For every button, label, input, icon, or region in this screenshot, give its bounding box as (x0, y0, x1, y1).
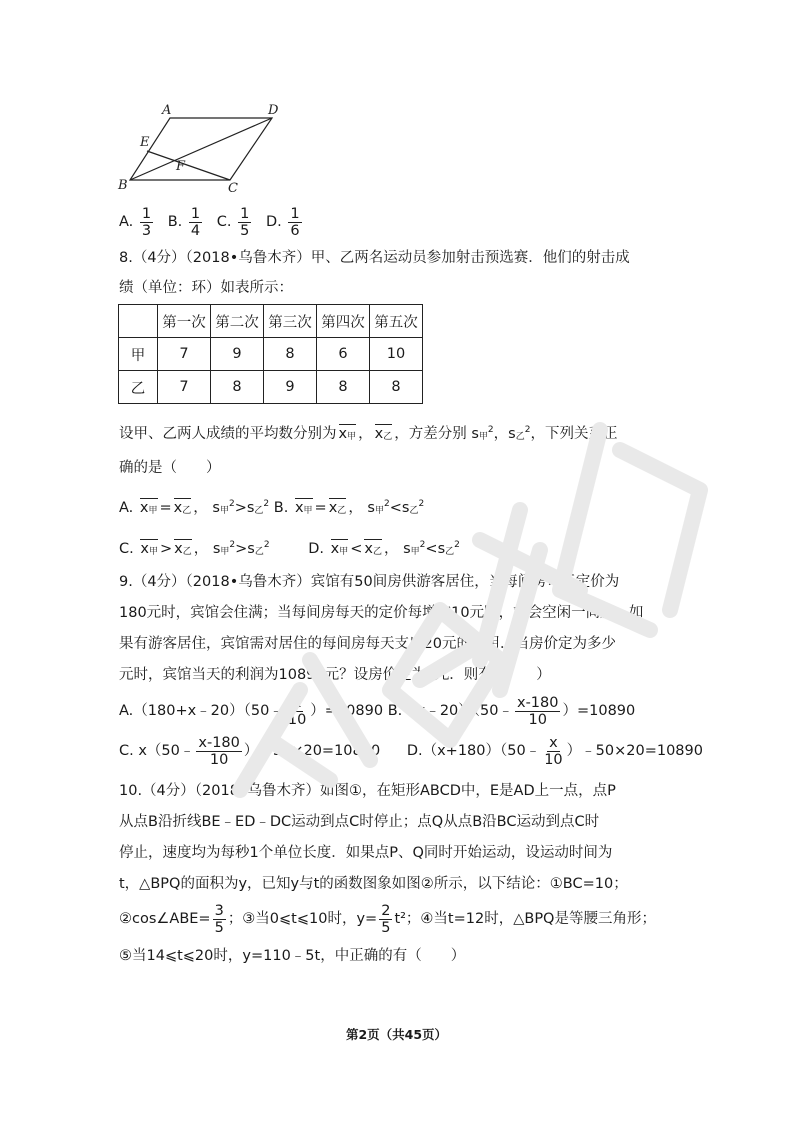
q7-option-a-frac (140, 206, 153, 239)
q10-line-2: 从点B沿折线BE﹣ED﹣DC运动到点C时停止；点Q从点B沿BC运动到点C时 (119, 814, 600, 830)
table-cell: 7 (158, 371, 211, 404)
sub-jia: 甲 (148, 547, 158, 557)
den: 10 (528, 711, 547, 728)
num: 2 (381, 902, 391, 919)
q7-c-den: 5 (240, 222, 250, 239)
parallelogram-figure (112, 100, 292, 196)
q7-b-den: 4 (190, 222, 201, 239)
den: 10 (287, 711, 307, 728)
sub-jia: 甲 (410, 547, 420, 557)
table-cell: 乙 (119, 371, 158, 404)
sup-2: 2 (419, 540, 426, 550)
table-header-row (119, 305, 423, 338)
q7-option-b (167, 205, 209, 239)
var-jia (471, 426, 493, 442)
q8-option-d-label: D. (308, 541, 324, 557)
sub-jia: 甲 (220, 547, 230, 557)
page-footer: 第2页（共45页） (345, 1027, 448, 1042)
mean-jia (331, 539, 349, 560)
s-var: s (246, 500, 255, 516)
q7-option-a (119, 205, 160, 239)
q9-option-d-pre: D.（x+180）（50﹣ (406, 743, 541, 759)
sup-2: 2 (229, 540, 236, 550)
q9-option-b-pre: B.（x﹣20）（50﹣ (387, 703, 513, 719)
q7-a-den: 3 (141, 222, 152, 239)
q9-option-c-frac (196, 735, 242, 768)
q7-d-den: 6 (290, 222, 300, 239)
num: x (292, 694, 302, 711)
s-var: s (508, 426, 516, 442)
x-var: x (140, 541, 149, 557)
q9-option-b-post: ）=10890 (562, 703, 636, 719)
comma: ， (193, 500, 208, 516)
mean-yi (375, 424, 393, 445)
cos-frac (213, 903, 226, 936)
label-e: E (140, 135, 150, 150)
var-yi (508, 426, 530, 442)
sup-2: 2 (418, 499, 425, 509)
q9-option-d-frac (542, 735, 564, 768)
table-cell: 9 (211, 338, 264, 371)
q8-line-2: 绩（单位：环）如表所示： (119, 280, 293, 296)
greater-than: > (235, 541, 248, 557)
less-than: < (350, 541, 363, 557)
sup-2: 2 (263, 540, 270, 550)
table-cell: 7 (158, 338, 211, 371)
table-cell: 10 (370, 338, 423, 371)
sub-jia: 甲 (347, 432, 357, 442)
s-var: s (212, 541, 221, 557)
s-var: s (471, 426, 479, 442)
q9-option-a-post: ）=10890 (310, 703, 384, 719)
sub-yi: 乙 (254, 547, 264, 557)
q10-line-5-b: ；③当0⩽t⩽10时，y= (227, 911, 378, 927)
q8-text-a: 设甲、乙两人成绩的平均数分别为 (119, 426, 337, 442)
q9-line-4: 元时，宾馆当天的利润为10890元？设房价定为x元．则有（ ） (119, 667, 551, 683)
q7-option-a-label: A. (119, 214, 134, 230)
q7-option-d (265, 205, 304, 239)
table-cell: 8 (211, 371, 264, 404)
sub-yi: 乙 (337, 506, 347, 516)
q10-line-5-a: ②cos∠ABE= (119, 911, 211, 927)
q7-option-c (216, 205, 258, 239)
sub-jia: 甲 (219, 506, 229, 516)
equals: = (314, 500, 327, 516)
label-a: A (162, 103, 172, 118)
num: x (549, 734, 558, 751)
q9-option-c-post: ）﹣50×20=10890 (243, 743, 381, 759)
sub-jia: 甲 (478, 432, 488, 442)
x-var: x (173, 500, 183, 516)
sup-2: 2 (487, 425, 494, 435)
q9-options-cd (119, 734, 703, 768)
table-cell: 8 (370, 371, 423, 404)
table-cell: 8 (317, 371, 370, 404)
comma: ， (358, 426, 373, 442)
q9-option-c-pre: C. x（50﹣ (119, 743, 195, 759)
coef-frac (379, 903, 392, 936)
sub-jia: 甲 (374, 506, 384, 516)
mean-jia (295, 498, 313, 519)
mean-jia (339, 424, 357, 445)
greater-than: > (234, 500, 247, 516)
sub-jia: 甲 (303, 506, 313, 516)
sub-yi: 乙 (515, 432, 525, 442)
q7-a-num: 1 (141, 205, 152, 222)
q9-line-1: 9.（4分）（2018•乌鲁木齐）宾馆有50间房供游客居住，当每间房每天定价为 (119, 574, 620, 590)
q8-text-b: ，方差分别 (394, 426, 467, 442)
less-than: < (389, 500, 402, 516)
q9-line-2: 180元时，宾馆会住满；当每间房每天的定价每增加10元时，就会空闲一间房．如 (119, 605, 644, 621)
sub-yi: 乙 (372, 547, 382, 557)
q8-options-ab (119, 494, 424, 521)
mean-yi (329, 498, 347, 519)
table-cell: 8 (264, 338, 317, 371)
q7-options (119, 205, 304, 239)
sub-yi: 乙 (445, 547, 455, 557)
s-var: s (212, 500, 220, 516)
table-cell: 9 (264, 371, 317, 404)
mean-yi (174, 539, 192, 560)
equals: = (159, 500, 172, 516)
label-c: C (228, 181, 238, 196)
num: x-180 (516, 694, 559, 711)
q10-line-5-c: t²；④当t=12时，△BPQ是等腰三角形； (394, 911, 656, 927)
sup-2: 2 (384, 499, 390, 509)
table-cell: 甲 (119, 338, 158, 371)
label-b: B (118, 178, 128, 193)
q7-c-num: 1 (240, 205, 250, 222)
s-var: s (367, 500, 375, 516)
num: 3 (214, 902, 224, 919)
den: 5 (214, 919, 224, 936)
q7-b-num: 1 (190, 205, 201, 222)
sub-yi: 乙 (383, 432, 393, 442)
q10-line-3: 停止，速度均为每秒1个单位长度．如果点P、Q同时开始运动，设运动时间为 (119, 845, 613, 861)
table-row (119, 371, 423, 404)
q10-line-1: 10.（4分）（2018•乌鲁木齐）如图①，在矩形ABCD中，E是AD上一点，点P (119, 783, 616, 799)
q7-option-c-frac (238, 206, 251, 239)
q8-line-4: 确的是（ ） (119, 460, 221, 476)
q9-option-d-post: ）﹣50×20=10890 (566, 743, 703, 759)
q7-option-c-label: C. (216, 214, 232, 230)
table-cell (119, 305, 158, 338)
sub-jia: 甲 (148, 506, 158, 516)
x-var: x (374, 426, 384, 442)
q9-options-ab (119, 694, 635, 728)
x-var: x (328, 500, 338, 516)
q8-option-c-label: C. (119, 541, 134, 557)
comma: ， (348, 500, 363, 516)
s-var: s (401, 500, 410, 516)
sub-jia: 甲 (339, 547, 349, 557)
x-var: x (330, 541, 340, 557)
sup-2: 2 (228, 499, 235, 509)
x-var: x (174, 541, 183, 557)
comma: ， (493, 426, 509, 442)
sub-yi: 乙 (182, 506, 192, 516)
x-var: x (294, 500, 304, 516)
q7-option-d-label: D. (265, 214, 282, 230)
q8-line-1: 8.（4分）（2018•乌鲁木齐）甲、乙两名运动员参加射击预选赛．他们的射击成 (119, 250, 630, 266)
q7-option-d-frac (288, 206, 301, 239)
mean-jia (140, 539, 158, 560)
table-cell: 第五次 (370, 305, 423, 338)
sup-2: 2 (454, 540, 460, 550)
s-var: s (403, 541, 411, 557)
q10-line-5 (119, 902, 656, 936)
q8-option-a-label: A. (119, 500, 134, 516)
table-cell: 第三次 (264, 305, 317, 338)
den: 10 (209, 751, 229, 768)
q7-option-b-frac (189, 206, 202, 239)
s-var: s (247, 541, 255, 557)
table-cell: 第四次 (317, 305, 370, 338)
q10-line-6: ⑤当14⩽t⩽20时，y=110﹣5t，中正确的有（ ） (119, 948, 466, 964)
q9-option-b-frac (515, 695, 561, 728)
x-var: x (338, 426, 348, 442)
s-var: s (437, 541, 446, 557)
mean-yi (174, 498, 192, 519)
mean-yi (364, 539, 382, 560)
score-table (118, 304, 423, 404)
q7-option-b-label: B. (167, 214, 183, 230)
table-cell: 第一次 (158, 305, 211, 338)
sup-2: 2 (524, 425, 531, 435)
x-var: x (364, 541, 373, 557)
den: 10 (544, 751, 563, 768)
q9-option-a-frac (286, 695, 308, 728)
table-row (119, 338, 423, 371)
greater-than: > (159, 541, 173, 557)
table-cell: 第二次 (211, 305, 264, 338)
sub-yi: 乙 (409, 506, 419, 516)
q7-d-num: 1 (290, 205, 300, 222)
x-var: x (139, 500, 149, 516)
q8-line-3 (119, 420, 617, 447)
q9-option-a-pre: A.（180+x﹣20）（50﹣ (119, 703, 284, 719)
label-d: D (268, 103, 279, 118)
q8-options-cd (119, 535, 460, 562)
q9-line-3: 果有游客居住，宾馆需对居住的每间房每天支出20元的费用．当房价定为多少 (119, 636, 616, 652)
q8-option-b-label: B. (273, 500, 289, 516)
num: x-180 (198, 734, 240, 751)
less-than: < (425, 541, 438, 557)
q8-text-c: ，下列关系正 (530, 426, 618, 442)
label-f: F (176, 159, 186, 174)
table-cell: 6 (317, 338, 370, 371)
comma: ， (193, 541, 209, 557)
sub-yi: 乙 (182, 547, 192, 557)
den: 5 (381, 919, 391, 936)
sup-2: 2 (263, 499, 270, 509)
sub-yi: 乙 (254, 506, 264, 516)
comma: ， (383, 541, 399, 557)
q10-line-4: t，△BPQ的面积为y，已知y与t的函数图象如图②所示，以下结论：①BC=10； (119, 876, 628, 892)
mean-jia (140, 498, 158, 519)
